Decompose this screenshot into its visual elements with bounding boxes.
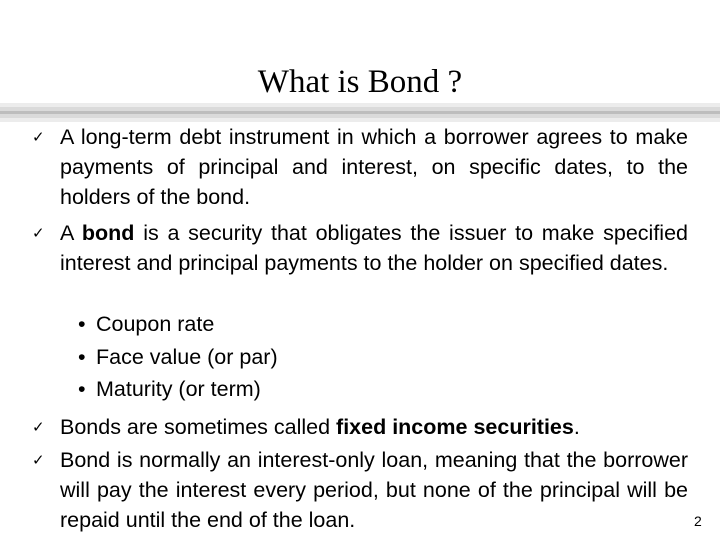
title-divider	[0, 103, 720, 122]
bullet-text-part: .	[573, 415, 580, 439]
bullet-dot-icon: •	[78, 312, 86, 336]
sub-item	[78, 342, 278, 372]
bullet-text-part: Bonds are sometimes called	[60, 415, 337, 439]
sub-item-text: Face value (or par)	[95, 345, 278, 369]
bold-term: bond	[81, 221, 135, 245]
bullet-text	[60, 412, 688, 442]
bullet-text-part: is a security that obligates the issuer to make specified interest and principal payments to the holder on specified dates.	[60, 221, 688, 275]
sub-item-text: Coupon rate	[95, 312, 215, 336]
sub-item-text: Maturity (or term)	[95, 377, 261, 401]
check-icon: ✓	[32, 452, 45, 469]
page-number: 2	[694, 513, 702, 529]
bullet-text: Bond is normally an interest-only loan, meaning that the borrower will pay the interest every period, but none of the principal will be repaid until the end of the loan.	[60, 448, 688, 532]
bullet-dot-icon: •	[78, 377, 86, 401]
sub-item	[78, 374, 261, 404]
check-icon: ✓	[32, 129, 45, 146]
bullet-text: A long-term debt instrument in which a borrower agrees to make payments of principal and interest, on specific dates, to the holders of the bond.	[60, 125, 688, 209]
check-icon: ✓	[32, 225, 45, 242]
bullet-text	[60, 218, 688, 278]
slide-title: What is Bond ?	[257, 64, 463, 100]
bold-term: fixed income securities	[336, 415, 574, 439]
bullet-text-part: A	[60, 221, 82, 245]
sub-item	[78, 309, 214, 339]
check-icon: ✓	[32, 419, 45, 436]
bullet-dot-icon: •	[78, 345, 86, 369]
